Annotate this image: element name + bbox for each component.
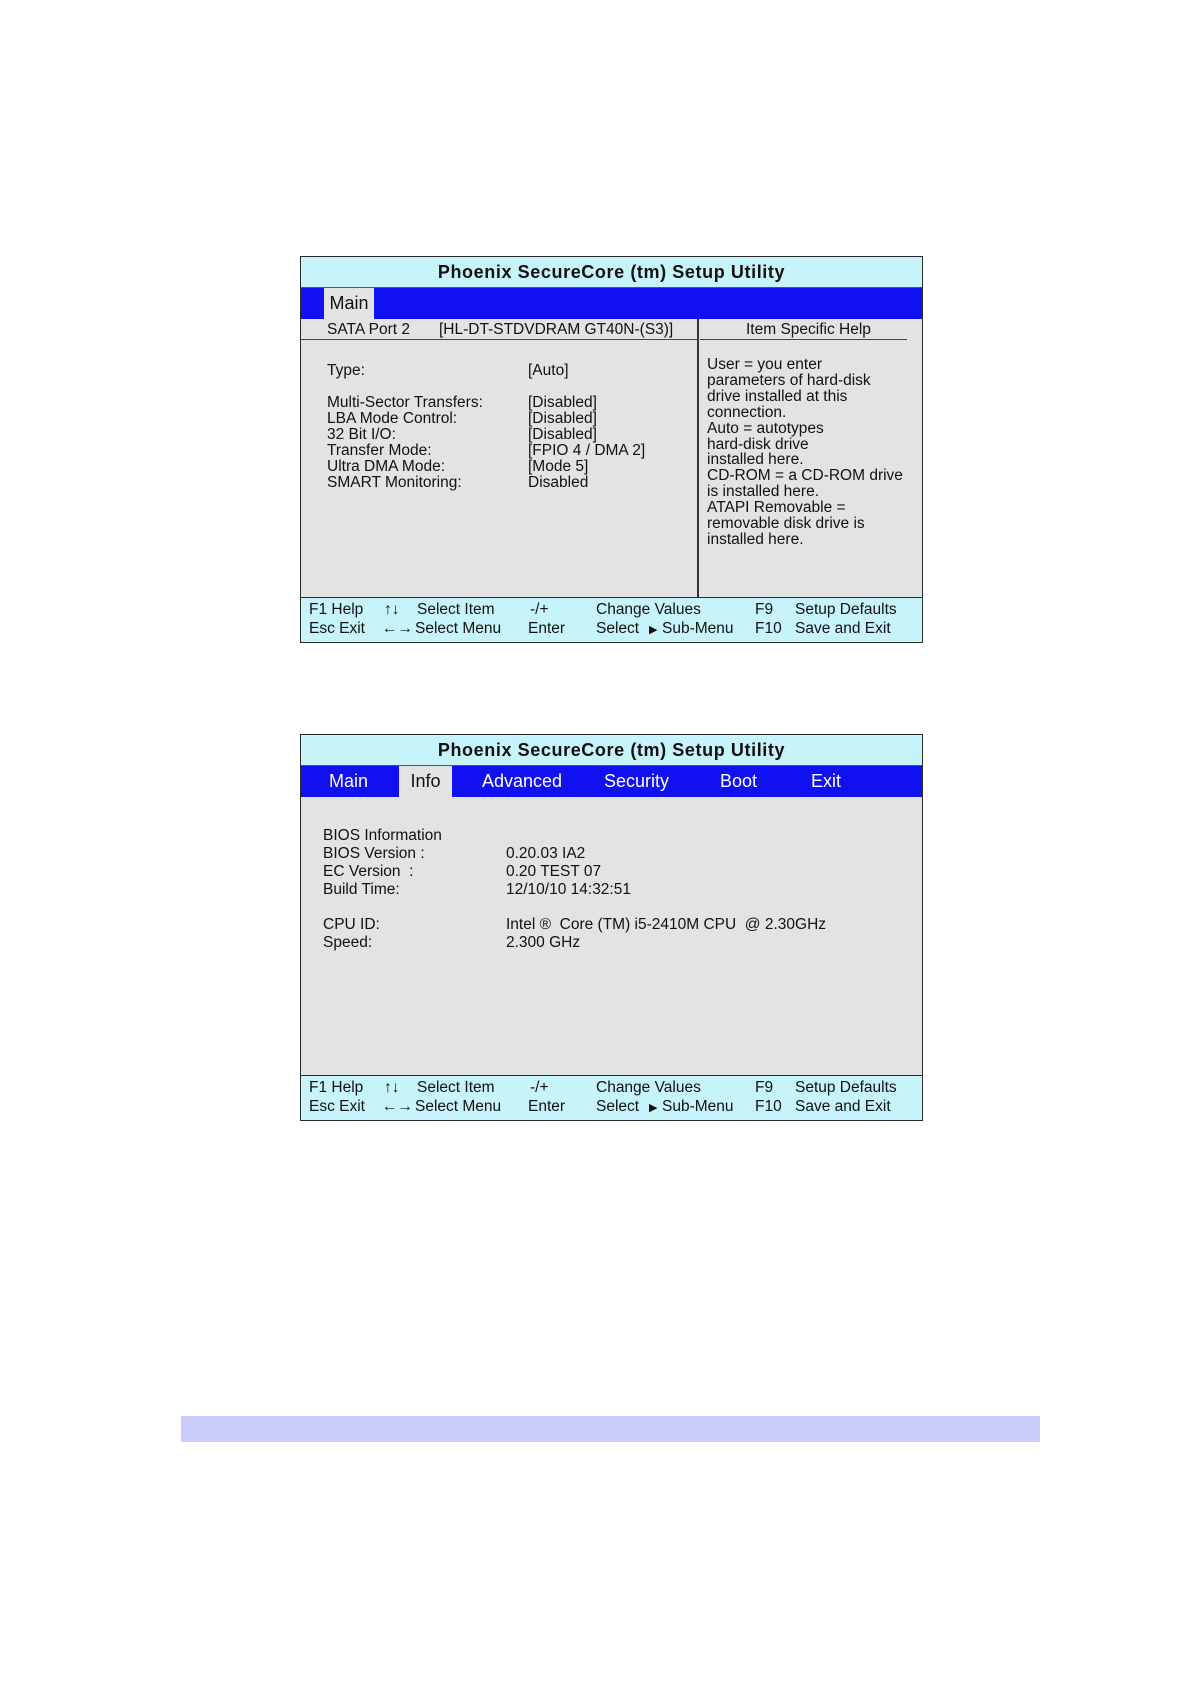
info-label: Speed: — [323, 934, 373, 951]
info-label: Build Time: — [323, 881, 400, 898]
tab-security[interactable]: Security — [604, 771, 670, 791]
setup-defaults-label: Setup Defaults — [795, 601, 897, 618]
tab-info[interactable]: Info — [399, 766, 452, 797]
select-menu-label: Select Menu — [415, 1098, 502, 1115]
help-line: drive installed at this — [707, 387, 848, 405]
tab-advanced[interactable]: Advanced — [482, 771, 563, 791]
help-line: CD-ROM = a CD-ROM drive — [707, 467, 903, 485]
select-menu-label: Select Menu — [415, 620, 502, 637]
setting-label: 32 Bit I/O: — [327, 426, 396, 443]
header-divider — [301, 339, 698, 340]
setting-value[interactable]: [FPIO 4 / DMA 2] — [528, 442, 646, 459]
help-line: hard-disk drive — [707, 435, 809, 453]
esc-exit: Esc Exit — [309, 1098, 365, 1115]
setting-value[interactable]: [Disabled] — [528, 394, 597, 411]
left-right-arrow-icon: ←→ — [382, 1098, 413, 1115]
f9-key: F9 — [755, 1079, 774, 1096]
setting-value[interactable]: [Mode 5] — [528, 458, 589, 475]
f10-key: F10 — [755, 1098, 782, 1115]
setting-label: Multi-Sector Transfers: — [327, 394, 483, 411]
select-label: Select — [596, 620, 640, 637]
device-name: [HL-DT-STDVDRAM GT40N-(S3)] — [439, 321, 674, 338]
help-line: parameters of hard-disk — [707, 371, 871, 389]
change-values-label: Change Values — [596, 601, 701, 618]
setting-value[interactable]: Disabled — [528, 474, 589, 491]
tab-exit[interactable]: Exit — [811, 771, 842, 791]
setting-label: SMART Monitoring: — [327, 474, 462, 491]
bios-title: Phoenix SecureCore (tm) Setup Utility — [301, 735, 922, 765]
up-down-arrow-icon: ↑↓ — [384, 601, 400, 618]
info-value: 0.20 TEST 07 — [506, 863, 602, 880]
info-label: EC Version : — [323, 863, 414, 880]
help-line: ATAPI Removable = — [707, 499, 846, 517]
change-values-label: Change Values — [596, 1079, 701, 1096]
save-exit-label: Save and Exit — [795, 1098, 891, 1115]
info-value: 12/10/10 14:32:51 — [506, 881, 631, 898]
up-down-arrow-icon: ↑↓ — [384, 1079, 400, 1096]
key-legend — [301, 1075, 922, 1120]
submenu-arrow-icon: ▶ — [649, 624, 658, 636]
bios-title: Phoenix SecureCore (tm) Setup Utility — [301, 257, 922, 287]
bios-screen-info — [300, 734, 923, 1121]
left-right-arrow-icon: ←→ — [382, 620, 413, 637]
submenu-title: SATA Port 2 — [327, 321, 410, 338]
f9-key: F9 — [755, 601, 774, 618]
info-label: BIOS Version : — [323, 845, 425, 862]
setting-value[interactable]: [Auto] — [528, 362, 569, 379]
enter-key: Enter — [528, 620, 566, 637]
help-line: User = you enter — [707, 356, 823, 373]
select-item-label: Select Item — [417, 1079, 495, 1096]
section-title: BIOS Information — [323, 827, 442, 844]
select-label: Select — [596, 1098, 640, 1115]
save-exit-label: Save and Exit — [795, 620, 891, 637]
info-value: 0.20.03 IA2 — [506, 845, 586, 862]
submenu-header — [301, 319, 921, 341]
help-line: installed here. — [707, 530, 804, 548]
tab-main[interactable]: Main — [324, 288, 374, 319]
help-line: connection. — [707, 403, 787, 421]
tab-boot[interactable]: Boot — [720, 771, 758, 791]
minus-plus-key: -/+ — [530, 1079, 549, 1096]
info-value: 2.300 GHz — [506, 934, 581, 951]
menu-bar — [301, 287, 922, 319]
setting-value[interactable]: [Disabled] — [528, 426, 597, 443]
enter-key: Enter — [528, 1098, 566, 1115]
page-footer-band — [181, 1416, 1040, 1442]
f1-help: F1 Help — [309, 601, 364, 618]
help-line: is installed here. — [707, 483, 820, 501]
setting-value[interactable]: [Disabled] — [528, 410, 597, 427]
select-item-label: Select Item — [417, 601, 495, 618]
setting-label: Transfer Mode: — [327, 442, 432, 459]
submenu-label: Sub-Menu — [662, 1098, 734, 1115]
submenu-arrow-icon: ▶ — [649, 1102, 658, 1114]
menu-bar — [301, 765, 922, 797]
f1-help: F1 Help — [309, 1079, 364, 1096]
help-divider — [700, 339, 907, 340]
esc-exit: Esc Exit — [309, 620, 365, 637]
setting-label: Ultra DMA Mode: — [327, 458, 446, 475]
submenu-label: Sub-Menu — [662, 620, 734, 637]
help-line: Auto = autotypes — [707, 419, 824, 437]
info-label: CPU ID: — [323, 916, 380, 933]
help-line: installed here. — [707, 451, 804, 469]
key-legend — [301, 597, 922, 642]
bios-screen-sata — [300, 256, 923, 643]
help-line: removable disk drive is — [707, 515, 865, 533]
setup-defaults-label: Setup Defaults — [795, 1079, 897, 1096]
minus-plus-key: -/+ — [530, 601, 549, 618]
setting-label: LBA Mode Control: — [327, 410, 458, 427]
f10-key: F10 — [755, 620, 782, 637]
item-help-text — [707, 357, 903, 548]
setting-label: Type: — [327, 362, 365, 379]
info-value: Intel ® Core (TM) i5-2410M CPU @ 2.30GHz — [506, 916, 827, 933]
panel-divider — [697, 319, 699, 599]
help-header: Item Specific Help — [746, 321, 871, 338]
tab-main[interactable]: Main — [329, 771, 369, 791]
